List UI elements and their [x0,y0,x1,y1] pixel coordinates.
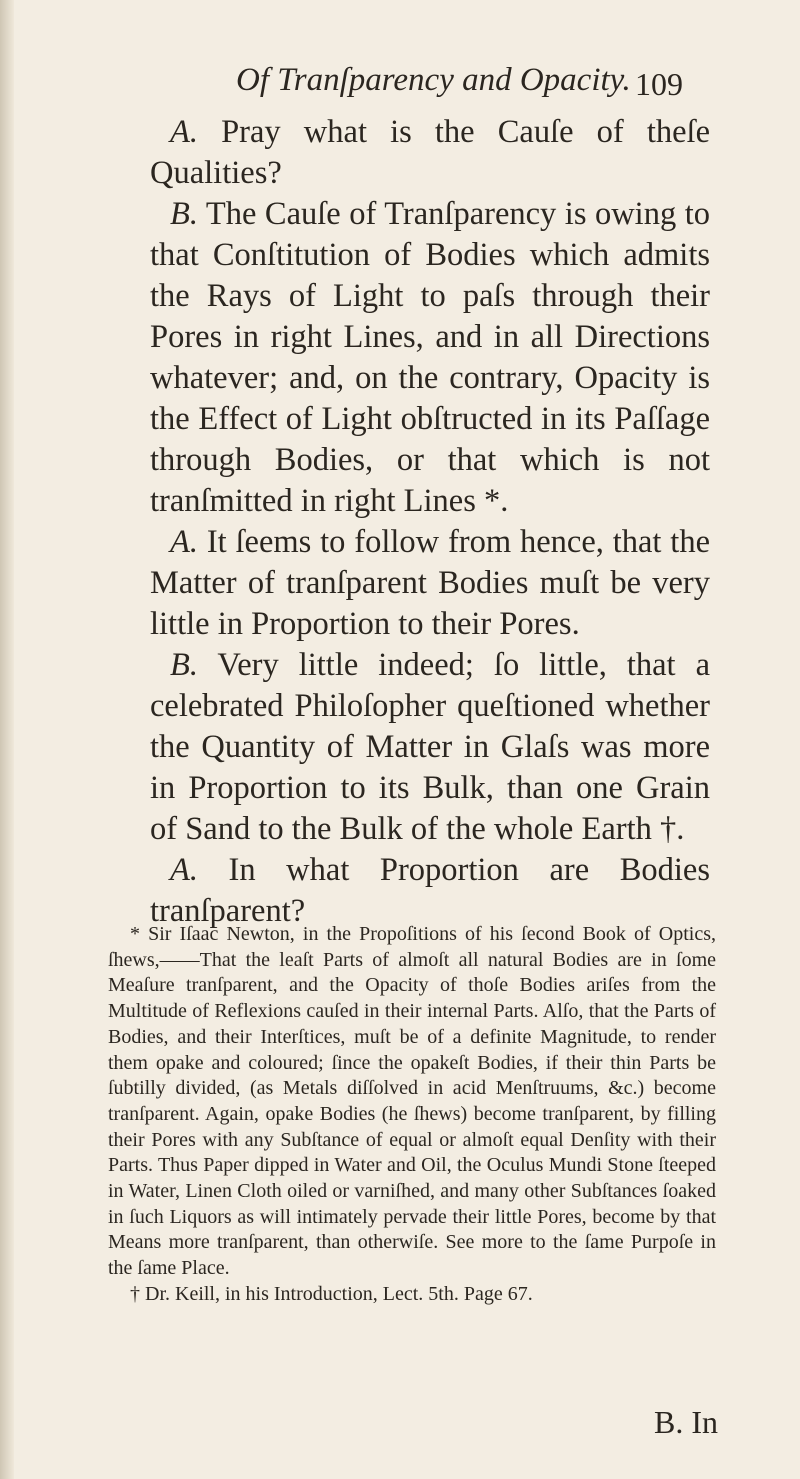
speaker-label: A. [170,524,198,560]
paragraph-text: Very little indeed; ſo little, that a celebrated Philoſopher queſtioned whether the Quantity of Matter in Glaſs was more in Proportion to its Bulk, than one Grain of Sand to the Bulk of the whole Earth †. [150,647,710,847]
speaker-label: B. [170,196,198,232]
running-title: Of Tranſparency and Opacity. [236,62,631,98]
footnote-newton: * Sir Iſaac Newton, in the Propoſitions of his ſecond Book of Optics, ſhews,——That the leaſt Parts of almoſt all natural Bodies are in ſome Meaſure tranſparent, and the Opacity of thoſe Bodies ariſes from the Multitude of Reflexions cauſed in their internal Parts. Alſo, that the Parts of Bodies, and their Interſtices, muſt be of a definite Magnitude, to render them opake and coloured; ſince the opakeſt Bodies, if their thin Parts be ſubtilly divided, (as Metals diſſolved in acid Menſtruums, &c.) become tranſparent. Again, opake Bodies (he ſhews) become tranſparent, by filling their Pores with any Subſtance of equal or almoſt equal Denſity with their Parts. Thus Paper dipped in Water and Oil, the Oculus Mundi Stone ſteeped in Water, Linen Cloth oiled or varniſhed, and many other Subſtances ſoaked in ſuch Liquors as will intimately pervade their little Pores, become by that Means more tranſparent, than otherwiſe. See more to the ſame Purpoſe in the ſame Place. [108,923,716,1280]
dialogue-paragraph [150,522,710,645]
paragraph-text: The Cauſe of Tranſparency is owing to that Conſtitution of Bodies which admits the Rays of Light to paſs through their Pores in right Lines, and in all Directions whatever; and, on the contrary, Opacity is the Effect of Light obſtructed in its Paſſage through Bodies, or that which is not tranſmitted in right Lines *. [150,196,710,519]
main-text [150,112,710,932]
speaker-label: A. [170,852,198,888]
page-number: 109 [635,66,683,102]
footnote-keill: † Dr. Keill, in his Introduction, Lect. 5th. Page 67. [130,1282,533,1305]
footnotes [108,922,716,1308]
dialogue-paragraph [150,850,710,932]
dialogue-paragraph [150,194,710,522]
paragraph-text: Pray what is the Cauſe of theſe Qualities? [150,114,710,191]
speaker-label: B. [170,647,198,683]
speaker-label: A. [170,114,198,150]
dialogue-paragraph [150,645,710,850]
dialogue-paragraph [150,112,710,194]
catchword: B. In [654,1404,718,1440]
running-header [236,62,683,102]
paragraph-text: In what Proportion are Bodies tranſparent? [150,852,710,929]
paragraph-text: It ſeems to follow from hence, that the Matter of tranſparent Bodies muſt be very little in Proportion to their Pores. [150,524,710,642]
page-binding-edge [0,0,14,1479]
